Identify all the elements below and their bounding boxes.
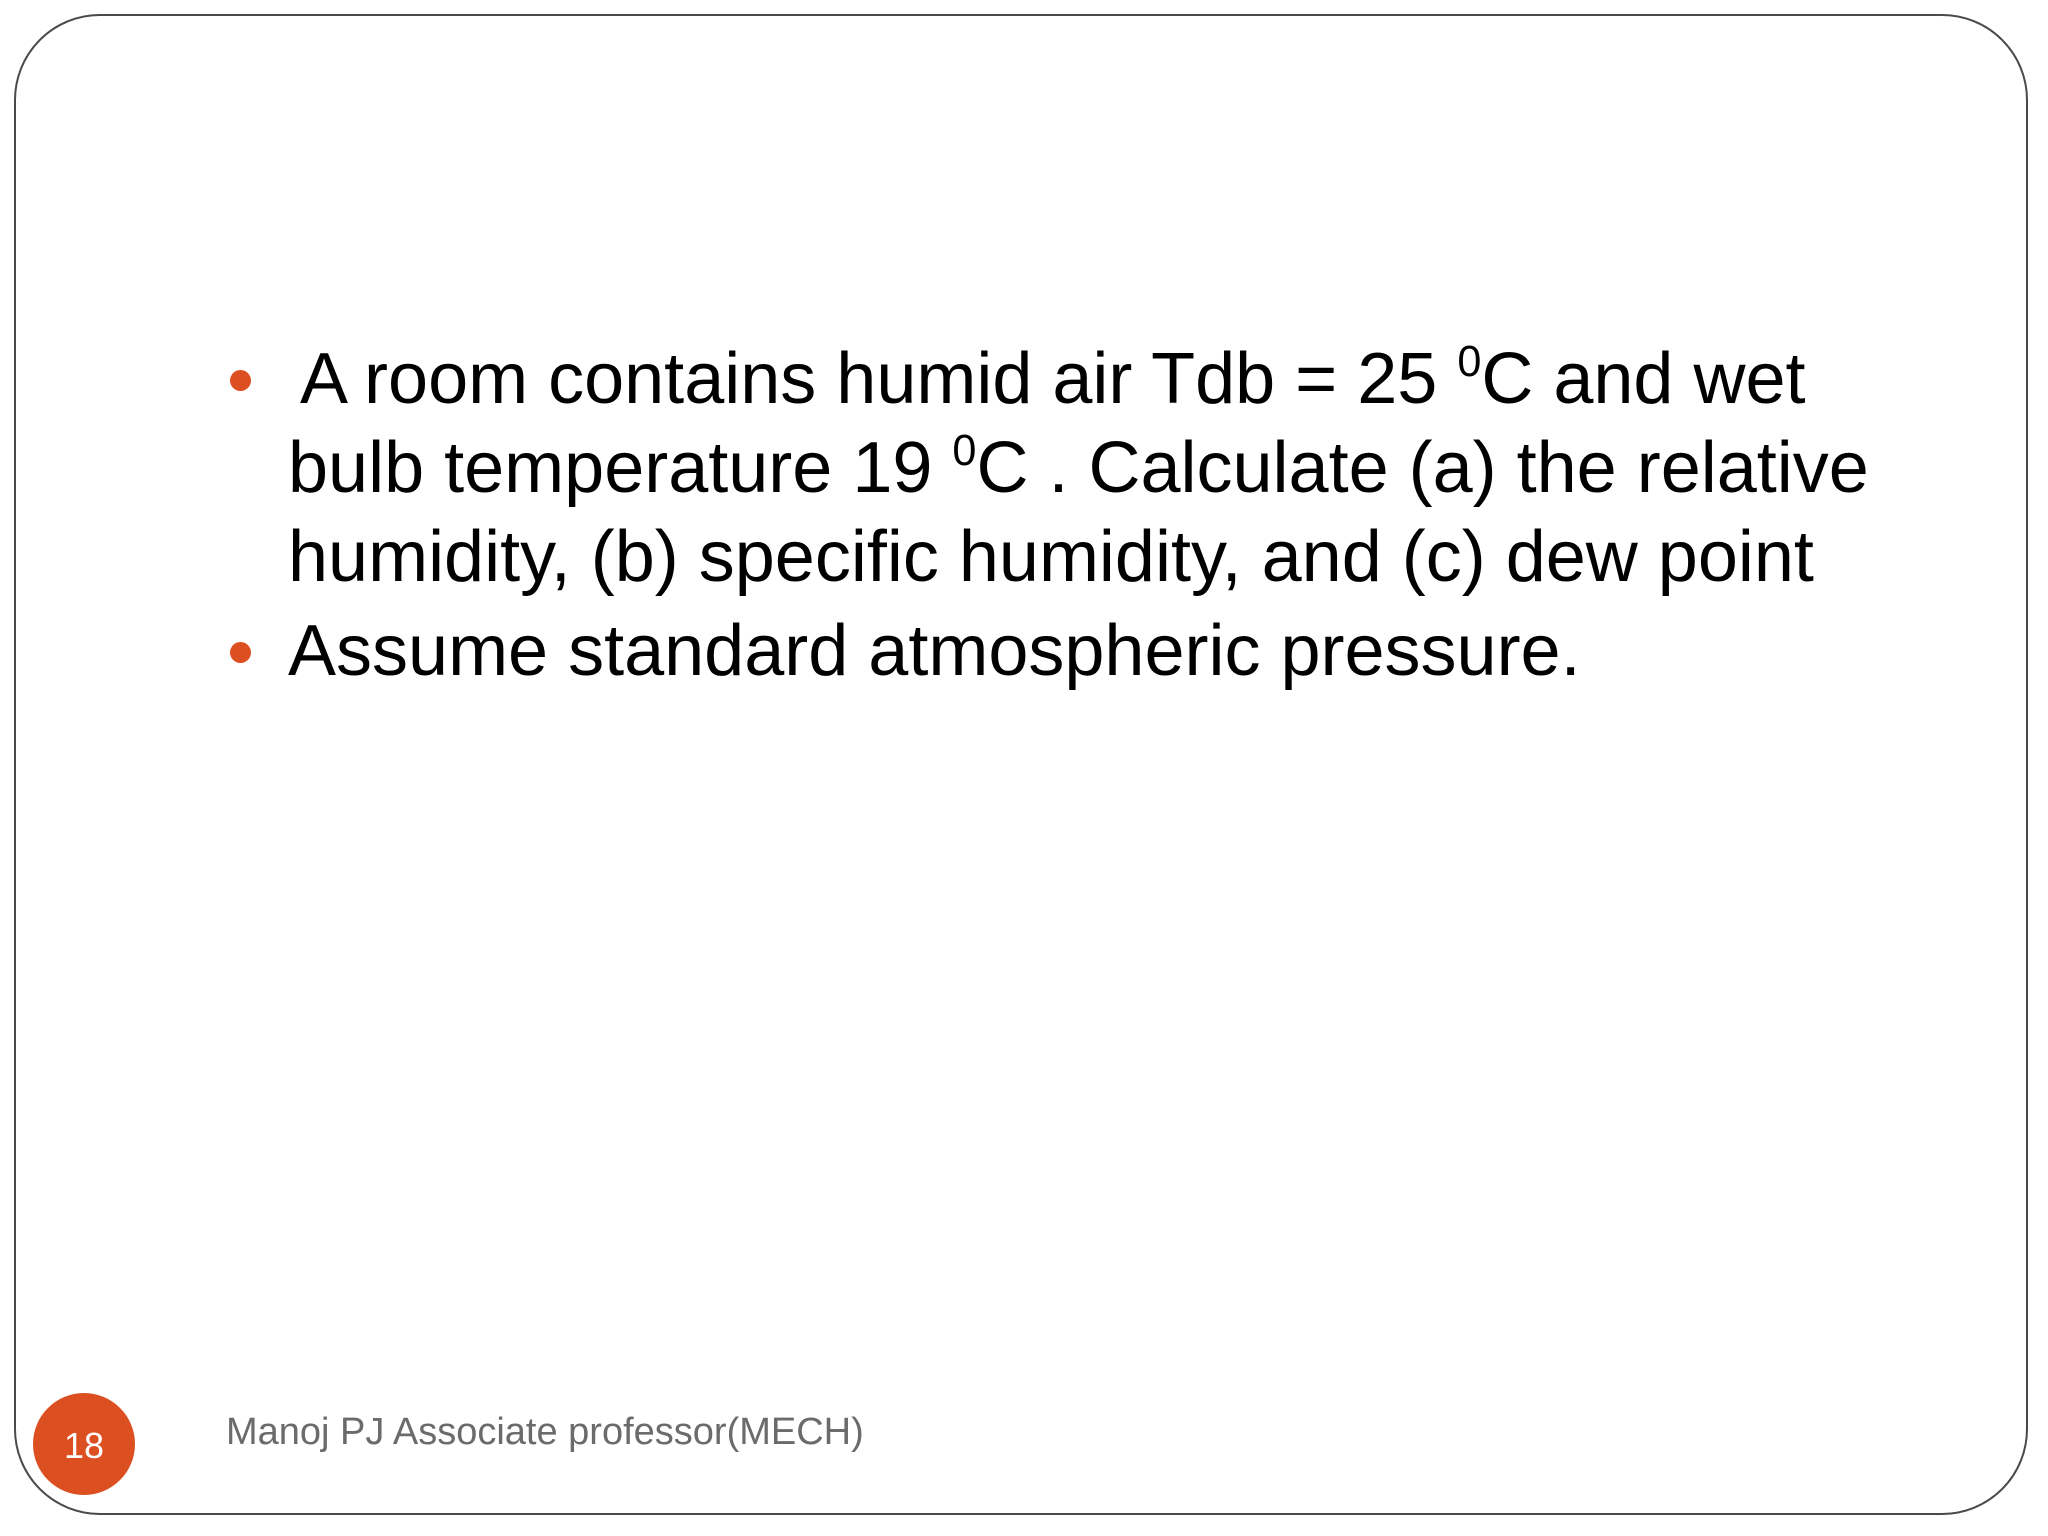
slide-frame xyxy=(14,14,2028,1515)
slide-content xyxy=(226,335,1946,701)
bullet-item-problem xyxy=(226,335,1946,602)
bullet-line-1 xyxy=(288,335,1946,424)
text-segment: C and wet xyxy=(1481,339,1806,419)
text-segment: C . Calculate (a) the relative xyxy=(976,428,1869,508)
bullet-item-assumption xyxy=(226,607,1946,696)
superscript-zero: 0 xyxy=(952,427,977,476)
footer-author: Manoj PJ Associate professor(MECH) xyxy=(226,1411,864,1453)
bullet-line-1: Assume standard atmospheric pressure. xyxy=(288,611,1581,691)
slide-number-badge xyxy=(33,1393,135,1495)
text-segment: A room contains humid air Tdb = 25 xyxy=(300,339,1458,419)
superscript-zero: 0 xyxy=(1457,338,1482,387)
slide-number: 18 xyxy=(63,1425,105,1466)
bullet-line-2 xyxy=(288,424,1946,513)
bullet-dot-icon xyxy=(230,370,251,391)
bullet-line-3: humidity, (b) specific humidity, and (c) dew point xyxy=(288,517,1814,597)
text-segment: bulb temperature 19 xyxy=(288,428,953,508)
bullet-dot-icon xyxy=(230,642,251,663)
